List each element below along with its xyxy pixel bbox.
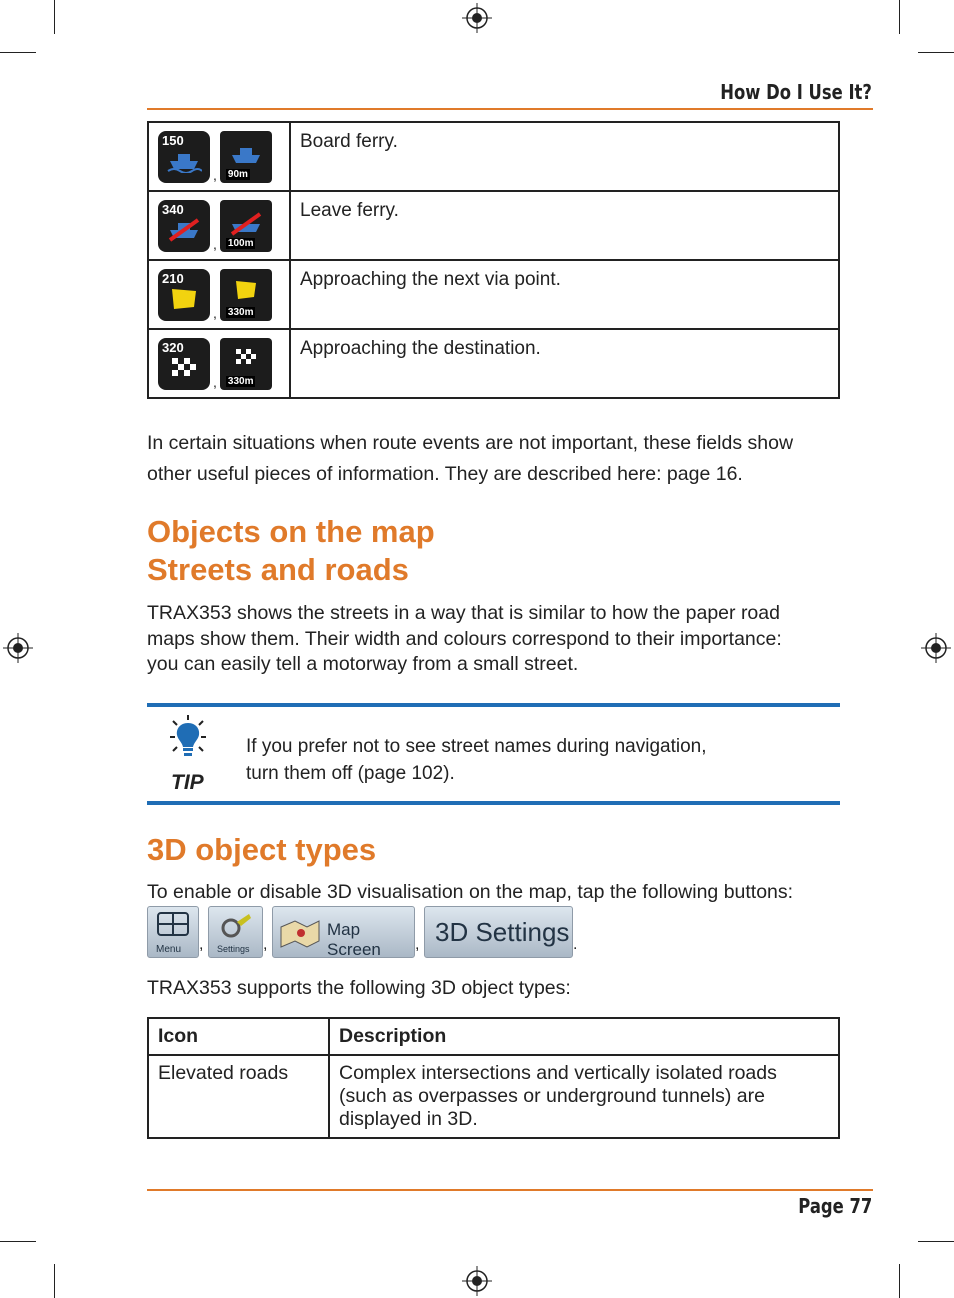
- crop-mark: [54, 0, 55, 34]
- event-icons-cell: 340 , 100m: [148, 191, 290, 260]
- menu-icon: [157, 912, 189, 936]
- column-header-description: Description: [329, 1018, 839, 1055]
- ferry-big-icon: 150: [158, 131, 210, 183]
- header-rule: [147, 108, 873, 110]
- table-header-row: [148, 1018, 839, 1055]
- event-description: Leave ferry.: [290, 191, 839, 260]
- event-icons-cell: 210 , 330m: [148, 260, 290, 329]
- supports-text: TRAX353 supports the following 3D object types:: [147, 977, 571, 999]
- page-number: Page 77: [797, 1194, 872, 1218]
- intro-line: In certain situations when route events are not important, these fields show: [147, 432, 794, 454]
- event-icons-cell: 150 , 90m: [148, 122, 290, 191]
- table-row: [148, 329, 839, 398]
- table-row: [148, 1055, 839, 1138]
- section-heading: Objects on the map: [147, 514, 435, 549]
- crop-mark: [0, 52, 36, 53]
- via-point-small-icon: 330m: [220, 269, 272, 321]
- crop-mark: [899, 1264, 900, 1298]
- table-row: [148, 260, 839, 329]
- registration-mark-icon: [921, 633, 951, 663]
- menu-button[interactable]: Menu: [147, 906, 199, 958]
- registration-mark-icon: [3, 633, 33, 663]
- settings-button[interactable]: Settings: [208, 906, 263, 958]
- column-header-icon: Icon: [148, 1018, 329, 1055]
- crop-mark: [54, 1264, 55, 1298]
- type-description: Complex intersections and vertically isolated roads (such as overpasses or underground tunnels) are displayed in 3D.: [329, 1055, 839, 1138]
- crop-mark: [918, 52, 954, 53]
- enable-3d-instructions: To enable or disable 3D visualisation on the map, tap the following buttons:: [147, 881, 794, 903]
- tip-box: [147, 703, 840, 805]
- map-icon: [279, 917, 321, 949]
- tip-label: TIP: [171, 771, 204, 794]
- leave-ferry-small-icon: 100m: [220, 200, 272, 252]
- streets-line: TRAX353 shows the streets in a way that is similar to how the paper road: [147, 602, 780, 624]
- 3d-settings-button[interactable]: 3D Settings: [424, 906, 573, 958]
- footer-rule: [147, 1189, 873, 1191]
- via-point-big-icon: 210: [158, 269, 210, 321]
- event-icons-cell: 320 , 330m: [148, 329, 290, 398]
- section-heading: 3D object types: [147, 832, 377, 867]
- event-description: Approaching the next via point.: [290, 260, 839, 329]
- intro-line: other useful pieces of information. They are described here: page 16.: [147, 463, 743, 485]
- object-types-table: [147, 1017, 840, 1139]
- table-row: [148, 191, 839, 260]
- event-description: Approaching the destination.: [290, 329, 839, 398]
- destination-small-icon: 330m: [220, 338, 272, 390]
- table-row: [148, 122, 839, 191]
- tip-text: If you prefer not to see street names during navigation, turn them off (page 102).: [246, 736, 707, 784]
- crop-mark: [0, 1241, 36, 1242]
- subsection-heading: Streets and roads: [147, 552, 409, 587]
- event-description: Board ferry.: [290, 122, 839, 191]
- streets-line: maps show them. Their width and colours correspond to their importance:: [147, 628, 782, 650]
- ferry-small-icon: 90m: [220, 131, 272, 183]
- registration-mark-icon: [462, 3, 492, 33]
- registration-mark-icon: [462, 1266, 492, 1296]
- route-events-table: [147, 121, 840, 399]
- streets-line: you can easily tell a motorway from a small street.: [147, 653, 579, 675]
- type-name: Elevated roads: [148, 1055, 329, 1138]
- crop-mark: [899, 0, 900, 34]
- destination-big-icon: 320: [158, 338, 210, 390]
- settings-icon: [219, 912, 253, 940]
- running-header: How Do I Use It?: [720, 80, 872, 104]
- lightbulb-icon: [167, 713, 209, 763]
- leave-ferry-big-icon: 340: [158, 200, 210, 252]
- crop-mark: [918, 1241, 954, 1242]
- map-screen-button[interactable]: Map Screen: [272, 906, 415, 958]
